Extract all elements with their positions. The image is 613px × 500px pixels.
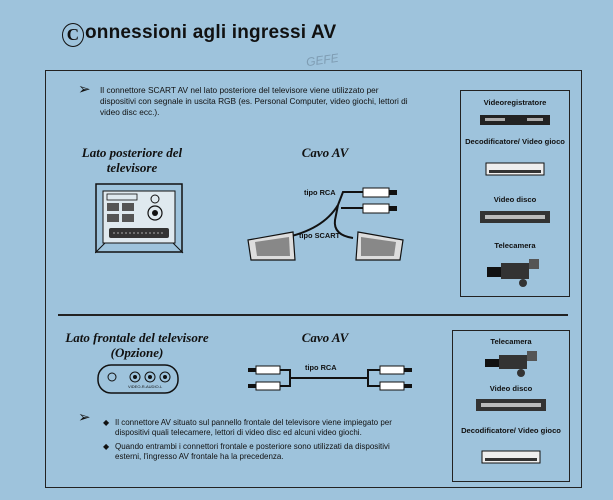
intro-text: Il connettore SCART AV nel lato posteriore del televisore viene utilizzato per dispositivi con segnale in uscita RGB (es. Personal Computer, video giochi, lettori di video disc ecc.). xyxy=(100,85,408,117)
bullet-icon: ◆ xyxy=(103,442,110,451)
arrow-icon-bottom: ➢ xyxy=(78,408,91,426)
rear-tv-heading: Lato posteriore del televisore xyxy=(81,145,183,175)
title-initial: C xyxy=(62,23,84,47)
rear-panel-illustration xyxy=(95,183,185,255)
device-label-decoder: Decodificatore/ Video gioco xyxy=(465,137,565,146)
device-label-decoder-bottom: Decodificatore/ Video gioco xyxy=(461,426,561,435)
top-device-box xyxy=(460,90,570,297)
device-label-vcr: Videoregistratore xyxy=(483,98,547,107)
decoder-icon xyxy=(481,449,541,465)
stamp-mark: GEFE xyxy=(305,50,340,70)
top-cable-heading: Cavo AV xyxy=(301,145,349,160)
bullet-list xyxy=(103,418,393,466)
videodisc-icon xyxy=(475,397,547,413)
arrow-icon: ➢ xyxy=(78,80,91,98)
device-label-camera-bottom: Telecamera xyxy=(490,337,532,346)
rca-label-top: tipo RCA xyxy=(304,188,336,197)
device-label-camera-top: Telecamera xyxy=(494,241,536,250)
rca-label-bottom: tipo RCA xyxy=(305,363,337,372)
camcorder-icon xyxy=(481,349,545,379)
videodisc-icon xyxy=(479,209,551,225)
front-tv-heading: Lato frontale del televisore (Opzione) xyxy=(65,330,209,360)
bullet-icon: ◆ xyxy=(103,418,110,427)
decoder-icon xyxy=(485,161,545,177)
front-panel-illustration xyxy=(97,364,179,394)
device-label-videodisc-top: Video disco xyxy=(493,195,537,204)
bullet-item: ◆ Quando entrambi i connettori frontale e posteriore sono utilizzati da dispositivi esterni, l'ingresso AV frontale ha la precedenza. xyxy=(103,442,390,461)
camcorder-icon xyxy=(483,255,547,289)
bottom-cable-heading: Cavo AV xyxy=(301,330,349,345)
bottom-device-box xyxy=(452,330,570,482)
scart-label: tipo SCART xyxy=(299,231,341,240)
vcr-icon xyxy=(479,113,551,127)
device-label-videodisc-bottom: Video disco xyxy=(489,384,533,393)
section-divider xyxy=(58,314,568,316)
page-title xyxy=(62,22,336,47)
front-panel-jack-label: VIDEO-R-AUDIO-L xyxy=(128,384,163,389)
bullet-item: ◆ Il connettore AV situato sul pannello frontale del televisore viene impiegato per dispositivi quali telecamere, lettori di video disc ed alcuni video giochi. xyxy=(103,418,392,437)
title-text: onnessioni agli ingressi AV xyxy=(85,22,337,43)
